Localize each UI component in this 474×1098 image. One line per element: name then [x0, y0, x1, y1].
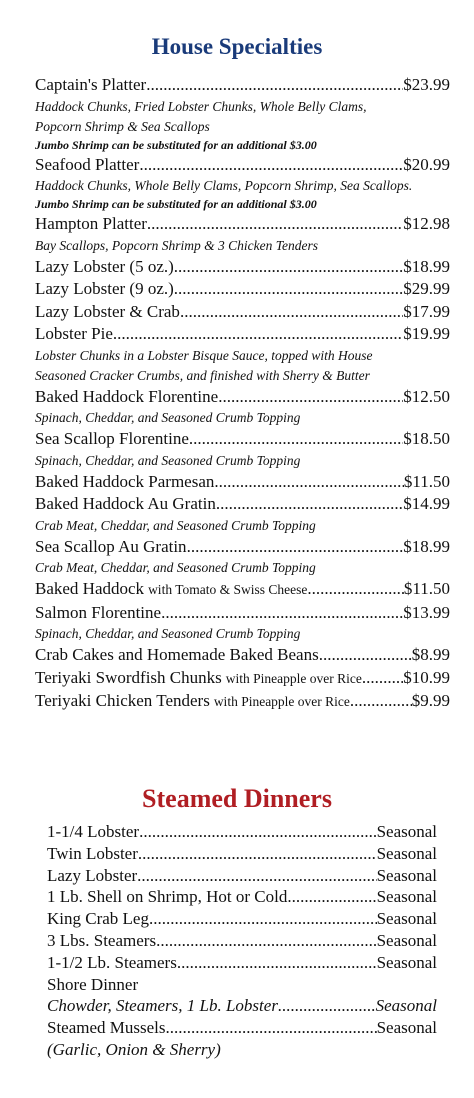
- steamed-dinners-section: [0, 782, 474, 1061]
- dot-leader: [137, 865, 376, 887]
- menu-item: [35, 278, 450, 301]
- dot-leader: [189, 428, 403, 451]
- menu-item-price: Seasonal: [376, 952, 437, 972]
- menu-item: [47, 821, 437, 843]
- menu-item-name: Lobster Pie: [35, 324, 113, 343]
- dot-leader: [174, 256, 403, 279]
- menu-item-price: $8.99: [411, 645, 450, 664]
- dot-leader: [161, 602, 403, 625]
- dot-leader: [319, 644, 412, 667]
- dot-leader: [218, 386, 403, 409]
- menu-item-name: Hampton Platter: [35, 214, 147, 233]
- menu-item-name: Lazy Lobster (9 oz.): [35, 279, 174, 298]
- dot-leader: [278, 995, 376, 1017]
- dot-leader: [350, 690, 412, 713]
- menu-item-price: Seasonal: [376, 1018, 437, 1038]
- menu-item-description: Seasoned Cracker Crumbs, and finished with Sherry & Butter: [35, 367, 370, 383]
- menu-item-price: $12.98: [403, 214, 450, 233]
- menu-item-price: $9.99: [411, 691, 450, 710]
- menu-item-name: Chowder, Steamers, 1 Lb. Lobster: [47, 996, 278, 1016]
- menu-item-name: Teriyaki Chicken Tenders: [35, 691, 210, 710]
- dot-leader: [113, 323, 403, 346]
- menu-item-price: Seasonal: [376, 909, 437, 929]
- menu-item-description: Spinach, Cheddar, and Seasoned Crumb Topping: [35, 452, 301, 468]
- menu-item-name: 1-1/4 Lobster: [47, 822, 140, 841]
- menu-item-name: Seafood Platter: [35, 154, 140, 174]
- menu-item: [35, 74, 450, 97]
- dot-leader: [147, 213, 403, 236]
- menu-item-description: Crab Meat, Cheddar, and Seasoned Crumb Topping: [35, 517, 316, 533]
- menu-item: [35, 667, 450, 691]
- menu-item-price: $10.99: [403, 667, 450, 687]
- menu-item: [35, 690, 450, 714]
- menu-item-description: Lobster Chunks in a Lobster Bisque Sauce, topped with House: [35, 347, 373, 363]
- menu-item-price: $14.99: [403, 494, 450, 513]
- menu-item: [35, 493, 450, 516]
- menu-item-description: Bay Scallops, Popcorn Shrimp & 3 Chicken Tenders: [35, 237, 318, 253]
- menu-item-name: Sea Scallop Florentine: [35, 429, 189, 448]
- menu-item-description: Spinach, Cheddar, and Seasoned Crumb Topping: [35, 410, 301, 425]
- menu-item-price: Seasonal: [376, 887, 437, 907]
- menu-item-price: $18.50: [403, 429, 450, 448]
- menu-item-description: Spinach, Cheddar, and Seasoned Crumb Topping: [35, 626, 301, 641]
- menu-item: [47, 865, 437, 887]
- menu-item-name: Baked Haddock Florentine: [35, 386, 219, 406]
- dot-leader: [177, 952, 377, 974]
- menu-item: [47, 886, 437, 908]
- menu-item: [47, 952, 437, 974]
- menu-item-price: Seasonal: [376, 843, 437, 863]
- dot-leader: [138, 843, 377, 865]
- steamed-dinners-list: [0, 821, 437, 1061]
- menu-item-description: (Garlic, Onion & Sherry): [47, 1039, 221, 1059]
- menu-item: [47, 930, 437, 952]
- menu-item-name: King Crab Leg: [47, 909, 149, 929]
- menu-item: [35, 213, 450, 236]
- menu-item-price: Seasonal: [376, 822, 437, 841]
- menu-item-name: Crab Cakes and Homemade Baked Beans: [35, 645, 319, 664]
- menu-item-name: Baked Haddock Au Gratin: [35, 494, 216, 513]
- menu-item-price: Seasonal: [375, 996, 437, 1016]
- menu-item-note: Jumbo Shrimp can be substituted for an additional $3.00: [35, 197, 317, 211]
- dot-leader: [156, 930, 376, 952]
- house-specialties-heading: House Specialties: [151, 34, 323, 59]
- menu-item-name: Lazy Lobster (5 oz.): [35, 256, 174, 276]
- menu-item: [35, 301, 450, 324]
- menu-item-price: Seasonal: [376, 930, 437, 950]
- dot-leader: [307, 578, 404, 601]
- menu-item: [47, 843, 437, 865]
- menu-item: [35, 428, 450, 451]
- menu-item-price: $20.99: [403, 154, 450, 174]
- menu-item: [47, 1017, 437, 1039]
- menu-item-price: $11.50: [403, 471, 450, 491]
- menu-item-name: Steamed Mussels: [47, 1018, 166, 1038]
- menu-item: [35, 323, 450, 346]
- menu-item-name: 1-1/2 Lb. Steamers: [47, 952, 177, 972]
- menu-item: [35, 536, 450, 559]
- menu-item-price: $29.99: [403, 279, 450, 298]
- menu-item-name: 3 Lbs. Steamers: [47, 930, 157, 950]
- menu-item: [35, 602, 450, 625]
- menu-item-name: Salmon Florentine: [35, 602, 162, 622]
- menu-item-detail: with Tomato & Swiss Cheese: [148, 582, 308, 597]
- menu-item-price: $18.99: [403, 536, 450, 556]
- steamed-dinners-heading: Steamed Dinners: [142, 784, 332, 813]
- menu-item-price: $17.99: [403, 301, 450, 321]
- menu-item-price: $13.99: [403, 602, 450, 622]
- dot-leader: [287, 886, 376, 908]
- menu-item: [35, 256, 450, 279]
- dot-leader: [174, 278, 403, 301]
- menu-item-price: $19.99: [403, 324, 450, 343]
- menu-item-detail: with Pineapple over Rice: [225, 670, 362, 686]
- menu-item-name: Lazy Lobster & Crab: [35, 301, 180, 321]
- menu-item-description: Haddock Chunks, Whole Belly Clams, Popcorn Shrimp, Sea Scallops.: [35, 178, 413, 193]
- menu-item: [47, 995, 437, 1017]
- dot-leader: [362, 667, 403, 690]
- menu-item-name: Lazy Lobster: [47, 865, 138, 885]
- dot-leader: [149, 908, 377, 930]
- menu-item-price: $18.99: [403, 256, 450, 276]
- menu-item: [35, 154, 450, 177]
- dot-leader: [166, 1017, 377, 1039]
- menu-item: [47, 908, 437, 930]
- menu-item-description: Crab Meat, Cheddar, and Seasoned Crumb Topping: [35, 560, 316, 575]
- menu-item-name: Teriyaki Swordfish Chunks: [35, 667, 222, 687]
- dot-leader: [214, 471, 403, 494]
- menu-item: [35, 386, 450, 409]
- dot-leader: [187, 536, 404, 559]
- menu-item-name: Sea Scallop Au Gratin: [35, 536, 187, 556]
- dot-leader: [180, 301, 403, 324]
- menu-item-description: Popcorn Shrimp & Sea Scallops: [35, 118, 210, 134]
- menu-item-name: Shore Dinner: [47, 974, 139, 994]
- menu-item-price: $11.50: [403, 579, 450, 598]
- menu-item-price: Seasonal: [376, 865, 437, 885]
- house-specialties-list: [0, 74, 450, 714]
- dot-leader: [139, 154, 403, 177]
- dot-leader: [139, 821, 376, 843]
- menu-item: [35, 471, 450, 494]
- menu-item-name: Twin Lobster: [47, 843, 138, 863]
- menu-item-detail: with Pineapple over Rice: [213, 694, 350, 709]
- menu-item: [35, 644, 450, 667]
- menu-item-note: Jumbo Shrimp can be substituted for an additional $3.00: [35, 137, 317, 152]
- menu-item-name: Captain's Platter: [35, 75, 147, 94]
- menu-item-name: Baked Haddock: [35, 579, 145, 598]
- menu-item-name: Baked Haddock Parmesan: [35, 471, 215, 491]
- menu-item: [35, 578, 450, 602]
- menu-item-description: Haddock Chunks, Fried Lobster Chunks, Whole Belly Clams,: [35, 98, 367, 114]
- menu-item-price: $12.50: [403, 386, 450, 406]
- house-specialties-section: [0, 32, 474, 714]
- dot-leader: [216, 493, 403, 516]
- menu-item-price: $23.99: [403, 75, 450, 94]
- dot-leader: [146, 74, 403, 97]
- menu-item-name: 1 Lb. Shell on Shrimp, Hot or Cold: [47, 887, 288, 907]
